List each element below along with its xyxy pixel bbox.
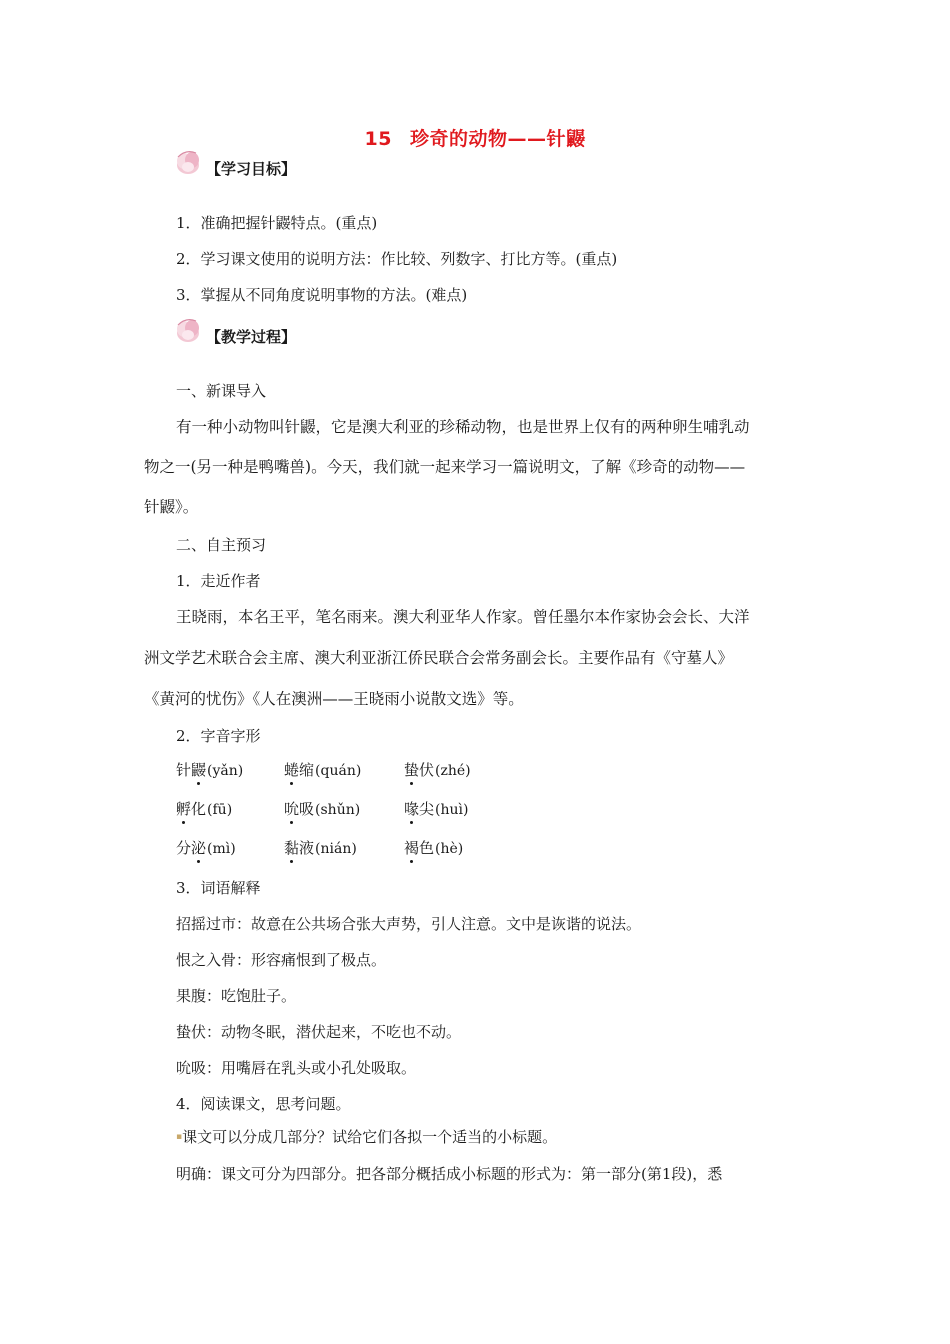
character: 分 — [176, 839, 192, 857]
answer-line: 明确：课文可分为四部分。把各部分概括成小标题的形式为：第一部分(第1段)，悉 — [176, 1165, 723, 1183]
pinyin: (huì) — [435, 802, 469, 818]
bullet-mark: ▪ — [176, 1132, 183, 1142]
pinyin: (mì) — [207, 841, 236, 857]
vocab-item: 蛰伏：动物冬眠，潜伏起来，不吃也不动。 — [176, 1023, 462, 1041]
lesson-number: 15 — [364, 128, 392, 150]
question-text: 课文可以分成几部分？试给它们各拟一个适当的小标题。 — [182, 1128, 558, 1146]
pinyin: (zhé) — [435, 763, 471, 779]
sub-heading: 2．字音字形 — [176, 727, 261, 745]
character: 化 — [191, 800, 207, 818]
character: 液 — [299, 839, 315, 857]
part-heading: 二、自主预习 — [176, 536, 267, 554]
pronunciation-item — [176, 799, 232, 820]
pronunciation-item — [404, 760, 471, 781]
paragraph-line: 王晓雨，本名王平，笔名雨来。澳大利亚华人作家。曾任墨尔本作家协会会长、大洋 — [176, 608, 750, 626]
flower-icon — [174, 147, 208, 177]
pronunciation-item — [284, 799, 360, 820]
pinyin: (fū) — [207, 802, 233, 818]
section-heading: 【学习目标】 — [206, 160, 297, 178]
character: 伏 — [419, 761, 435, 779]
vocab-item: 果腹：吃饱肚子。 — [176, 987, 297, 1005]
pinyin: (yǎn) — [207, 763, 244, 779]
question-line — [176, 1127, 557, 1147]
dotted-character: 泌 — [191, 839, 207, 857]
lesson-title: 珍奇的动物——针鼹 — [409, 128, 586, 150]
vocab-item: 招摇过市：故意在公共场合张大声势，引人注意。文中是诙谐的说法。 — [176, 915, 642, 933]
character: 吸 — [299, 800, 315, 818]
dotted-character: 吮 — [284, 800, 300, 818]
goal-item: 1．准确把握针鼹特点。(重点) — [176, 214, 378, 232]
paragraph-line: 物之一(另一种是鸭嘴兽)。今天，我们就一起来学习一篇说明文，了解《珍奇的动物—— — [144, 458, 746, 476]
pinyin: (hè) — [435, 841, 464, 857]
pinyin: (shǔn) — [315, 802, 361, 818]
pronunciation-item — [284, 760, 361, 781]
dotted-character: 喙 — [404, 800, 420, 818]
sub-heading: 3．词语解释 — [176, 879, 261, 897]
dotted-character: 孵 — [176, 800, 192, 818]
paragraph-line: 针鼹》。 — [144, 498, 199, 516]
pronunciation-item — [176, 760, 243, 781]
pronunciation-item — [284, 838, 357, 859]
pronunciation-item — [404, 799, 468, 820]
section-heading: 【教学过程】 — [206, 328, 297, 346]
part-heading: 一、新课导入 — [176, 382, 267, 400]
pinyin: (quán) — [315, 763, 362, 779]
paragraph-line: 洲文学艺术联合会主席、澳大利亚浙江侨民联合会常务副会长。主要作品有《守墓人》 — [144, 649, 734, 667]
document-title — [0, 124, 950, 151]
character: 尖 — [419, 800, 435, 818]
goal-item: 2．学习课文使用的说明方法：作比较、列数字、打比方等。(重点) — [176, 250, 618, 268]
pronunciation-item — [404, 838, 463, 859]
dotted-character: 褐 — [404, 839, 420, 857]
dotted-character: 蜷 — [284, 761, 300, 779]
pinyin: (nián) — [315, 841, 357, 857]
pronunciation-item — [176, 838, 236, 859]
paragraph-line: 有一种小动物叫针鼹，它是澳大利亚的珍稀动物，也是世界上仅有的两种卵生哺乳动 — [176, 418, 750, 436]
goal-item: 3．掌握从不同角度说明事物的方法。(难点) — [176, 286, 468, 304]
character: 针 — [176, 761, 192, 779]
vocab-item: 恨之入骨：形容痛恨到了极点。 — [176, 951, 387, 969]
sub-heading: 4．阅读课文，思考问题。 — [176, 1095, 351, 1113]
dotted-character: 蛰 — [404, 761, 420, 779]
character: 缩 — [299, 761, 315, 779]
flower-icon — [174, 315, 208, 345]
character: 色 — [419, 839, 435, 857]
dotted-character: 黏 — [284, 839, 300, 857]
dotted-character: 鼹 — [191, 761, 207, 779]
sub-heading: 1．走近作者 — [176, 572, 261, 590]
vocab-item: 吮吸：用嘴唇在乳头或小孔处吸取。 — [176, 1059, 417, 1077]
paragraph-line: 《黄河的忧伤》《人在澳洲——王晓雨小说散文选》等。 — [144, 690, 524, 708]
